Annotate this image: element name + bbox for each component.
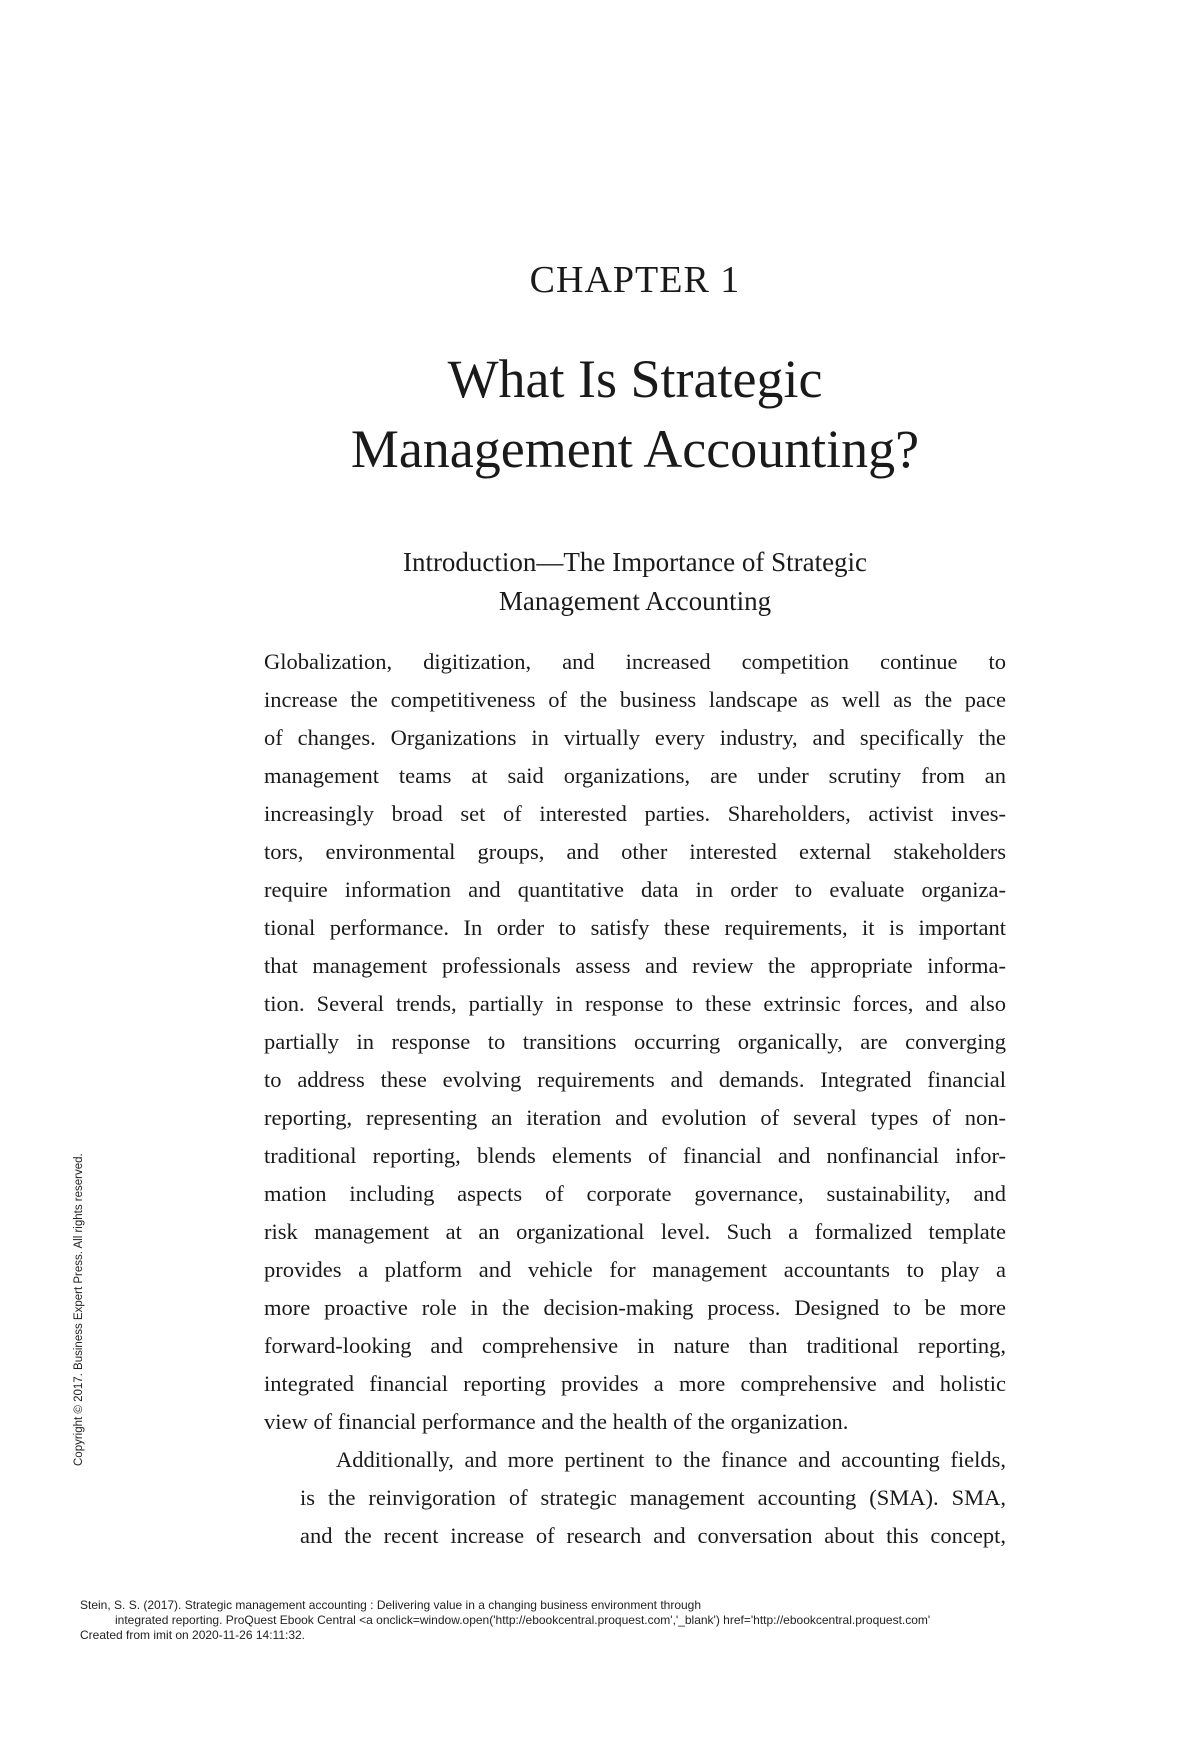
- paragraph-line: of changes. Organizations in virtually every industry, and specifically the: [264, 725, 1006, 750]
- paragraph-line: is the reinvigoration of strategic management accounting (SMA). SMA,: [300, 1485, 1006, 1510]
- paragraph-line: Additionally, and more pertinent to the finance and accounting fields,: [336, 1447, 1006, 1472]
- paragraph-line: management teams at said organizations, are under scrutiny from an: [264, 763, 1006, 788]
- paragraph-line: that management professionals assess and review the appropriate informa-: [264, 953, 1006, 978]
- chapter-title: [0, 344, 1200, 484]
- paragraph-line: increase the competitiveness of the business landscape as well as the pace: [264, 687, 1006, 712]
- paragraph-line: mation including aspects of corporate governance, sustainability, and: [264, 1181, 1006, 1206]
- body-text: [264, 643, 1006, 1555]
- paragraph-line: risk management at an organizational level. Such a formalized template: [264, 1219, 1006, 1244]
- paragraph-line: traditional reporting, blends elements of financial and nonfinancial infor-: [264, 1143, 1006, 1168]
- paragraph-line: partially in response to transitions occurring organically, are converging: [264, 1029, 1006, 1054]
- paragraph-line: forward-looking and comprehensive in nature than traditional reporting,: [264, 1333, 1006, 1358]
- chapter-title-line-1: What Is Strategic: [447, 349, 823, 409]
- paragraph-line: more proactive role in the decision-making process. Designed to be more: [264, 1295, 1006, 1320]
- copyright-notice: Copyright © 2017. Business Expert Press. All rights reserved.: [73, 1153, 85, 1466]
- chapter-label: CHAPTER 1: [529, 259, 741, 301]
- section-heading: [0, 543, 1200, 621]
- section-heading-line-1: Introduction—The Importance of Strategic: [402, 547, 868, 577]
- paragraph-line: reporting, representing an iteration and evolution of several types of non-: [264, 1105, 1006, 1130]
- paragraph-line: integrated financial reporting provides a more comprehensive and holistic: [264, 1371, 1006, 1396]
- citation-line-1: Stein, S. S. (2017). Strategic management accounting : Delivering value in a changing business environment through: [80, 1598, 702, 1612]
- citation-line-2: integrated reporting. ProQuest Ebook Central <a onclick=window.open('http://ebookcentral.proquest.com','_blank') href='http://ebookcentral.proquest.com': [115, 1613, 931, 1627]
- paragraph-line: increasingly broad set of interested parties. Shareholders, activist inves-: [264, 801, 1006, 826]
- citation-footer: [80, 1598, 930, 1643]
- citation-line-3: Created from imit on 2020-11-26 14:11:32.: [80, 1628, 306, 1642]
- chapter-title-line-2: Management Accounting?: [350, 419, 920, 479]
- paragraph-line: tion. Several trends, partially in response to these extrinsic forces, and also: [264, 991, 1006, 1016]
- paragraph-line: and the recent increase of research and conversation about this concept,: [300, 1523, 1006, 1548]
- paragraph-line: provides a platform and vehicle for management accountants to play a: [264, 1257, 1006, 1282]
- paragraph-1: [264, 643, 1006, 1441]
- paragraph-line: to address these evolving requirements and demands. Integrated financial: [264, 1067, 1006, 1092]
- paragraph-2: [264, 1441, 1006, 1555]
- paragraph-line: tional performance. In order to satisfy these requirements, it is important: [264, 915, 1006, 940]
- paragraph-line: view of financial performance and the health of the organization.: [264, 1409, 849, 1434]
- paragraph-line: Globalization, digitization, and increased competition continue to: [264, 649, 1006, 674]
- section-heading-line-2: Management Accounting: [498, 586, 772, 616]
- paragraph-line: require information and quantitative data in order to evaluate organiza-: [264, 877, 1006, 902]
- paragraph-line: tors, environmental groups, and other interested external stakeholders: [264, 839, 1006, 864]
